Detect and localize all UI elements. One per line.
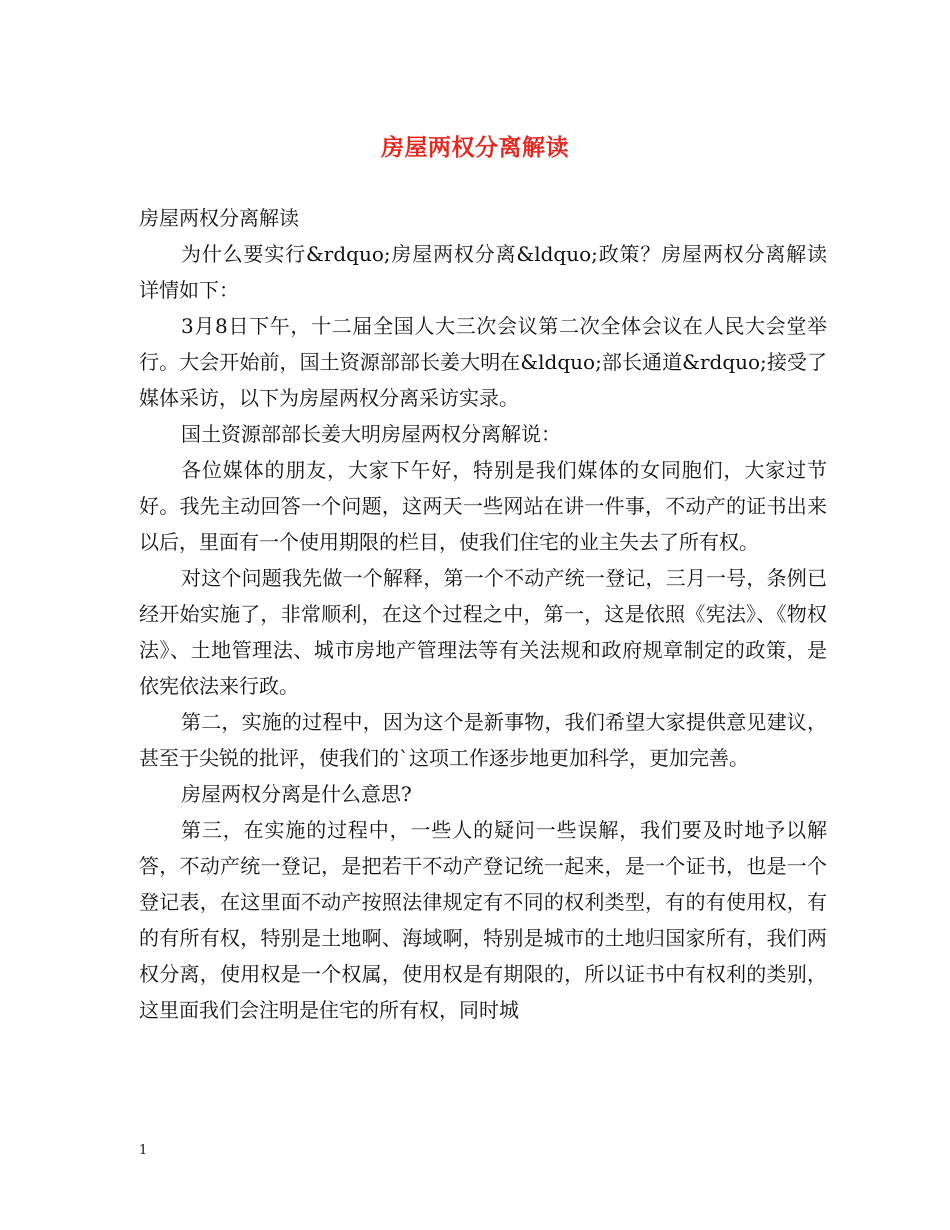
document-body <box>139 200 827 1028</box>
paragraph: 第二，实施的过程中，因为这个是新事物，我们希望大家提供意见建议，甚至于尖锐的批评，使我们的`这项工作逐步地更加科学，更加完善。 <box>139 710 827 770</box>
paragraph: 国土资源部部长姜大明房屋两权分离解说： <box>181 422 561 446</box>
paragraph: 各位媒体的朋友，大家下午好，特别是我们媒体的女同胞们，大家过节好。我先主动回答一个问题，这两天一些网站在讲一件事，不动产的证书出来以后，里面有一个使用期限的栏目，使我们住宅的业主失去了所有权。 <box>139 458 827 554</box>
page-number: 1 <box>139 1143 148 1158</box>
document-title: 房屋两权分离解读 <box>381 134 569 161</box>
paragraph-heading: 房屋两权分离解读 <box>139 206 299 230</box>
paragraph: 房屋两权分离是什么意思? <box>181 782 412 806</box>
paragraph: 3月8日下午，十二届全国人大三次会议第二次全体会议在人民大会堂举行。大会开始前，国土资源部部长姜大明在&ldquo;部长通道&rdquo;接受了媒体采访，以下为房屋两权分离采访实录。 <box>139 314 827 410</box>
paragraph: 为什么要实行&rdquo;房屋两权分离&ldquo;政策？房屋两权分离解读详情如下： <box>139 242 827 302</box>
paragraph: 第三，在实施的过程中，一些人的疑问一些误解，我们要及时地予以解答，不动产统一登记，是把若干不动产登记统一起来，是一个证书，也是一个登记表，在这里面不动产按照法律规定有不同的权利类型，有的有使用权，有的有所有权，特别是土地啊、海域啊，特别是城市的土地归国家所有，我们两权分离，使用权是一个权属，使用权是有期限的，所以证书中有权利的类别，这里面我们会注明是住宅的所有权，同时城 <box>139 818 827 1022</box>
paragraph: 对这个问题我先做一个解释，第一个不动产统一登记，三月一号，条例已经开始实施了，非常顺利，在这个过程之中，第一，这是依照《宪法》、《物权法》、土地管理法、城市房地产管理法等有关法规和政府规章制定的政策，是依宪依法来行政。 <box>139 566 827 698</box>
